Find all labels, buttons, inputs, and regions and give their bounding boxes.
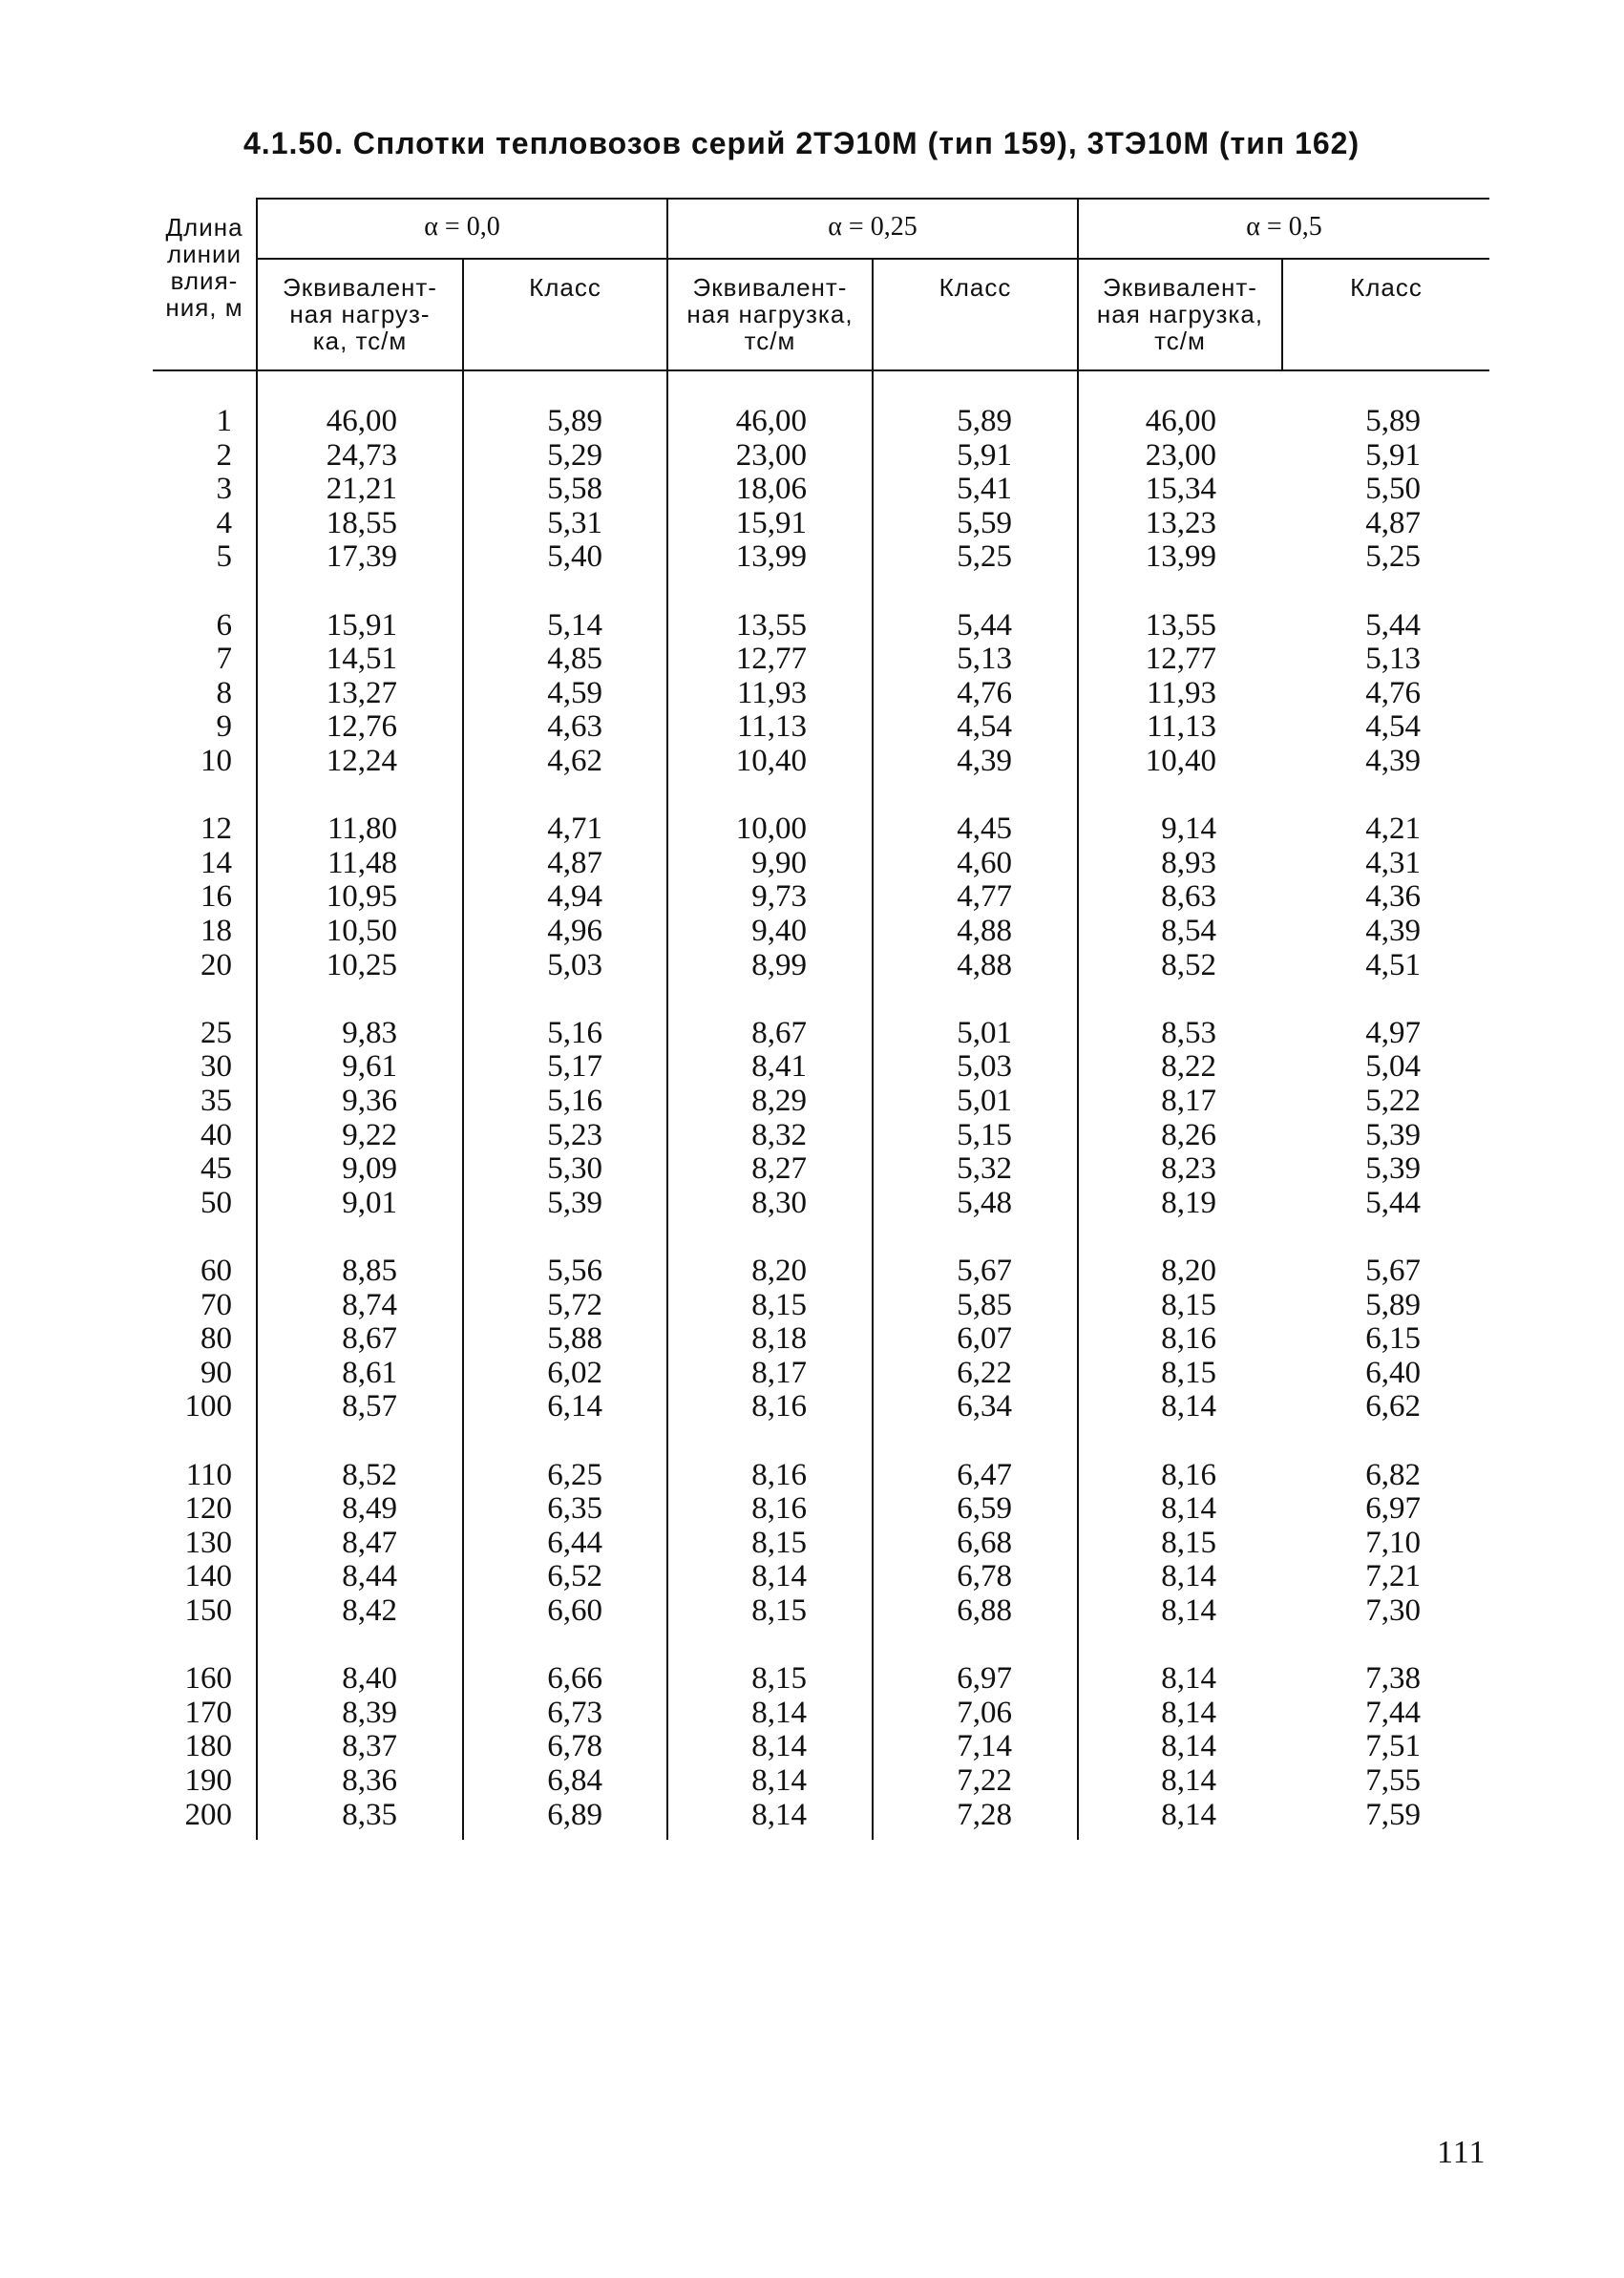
load-cell: 8,74 <box>342 1287 397 1322</box>
length-cell: 200 <box>184 1797 232 1832</box>
load-cell: 8,39 <box>342 1695 397 1730</box>
class-cell: 5,29 <box>547 437 602 473</box>
length-cell: 16 <box>200 879 232 915</box>
load-cell: 8,42 <box>342 1593 397 1628</box>
load-cell: 9,40 <box>751 914 807 948</box>
load-cell: 8,14 <box>1161 1695 1216 1730</box>
load-cell: 8,16 <box>751 1491 807 1527</box>
length-cell: 14 <box>200 845 232 880</box>
load-cell: 8,14 <box>1161 1763 1216 1798</box>
class-cell: 6,07 <box>957 1321 1012 1357</box>
class-cell: 4,31 <box>1365 845 1421 880</box>
load-cell: 8,14 <box>1161 1593 1216 1628</box>
load-cell: 11,13 <box>736 709 807 745</box>
group-header-rule <box>258 258 1489 260</box>
load-cell: 8,63 <box>1161 879 1216 915</box>
class-cell: 6,73 <box>547 1695 602 1730</box>
load-cell: 8,30 <box>751 1185 807 1220</box>
class-subheader: Класс <box>529 273 601 302</box>
load-cell: 8,67 <box>342 1321 397 1357</box>
load-cell: 8,14 <box>1161 1797 1216 1832</box>
load-cell: 8,15 <box>751 1661 807 1697</box>
class-cell: 5,03 <box>547 947 602 982</box>
class-cell: 6,02 <box>547 1355 602 1390</box>
load-cell: 8,35 <box>342 1797 397 1832</box>
length-cell: 50 <box>200 1185 232 1220</box>
class-cell: 4,71 <box>547 812 602 847</box>
load-subheader: Эквивалент- ная нагрузка, тс/м <box>686 273 854 355</box>
length-cell: 20 <box>200 947 232 982</box>
load-cell: 8,14 <box>751 1797 807 1832</box>
load-cell: 9,01 <box>342 1185 397 1220</box>
length-cell: 80 <box>200 1321 232 1357</box>
load-cell: 9,61 <box>342 1049 397 1085</box>
class-cell: 4,97 <box>1365 1015 1421 1050</box>
class-cell: 4,60 <box>957 845 1012 880</box>
class-cell: 6,82 <box>1365 1457 1421 1492</box>
load-cell: 23,00 <box>735 437 807 473</box>
load-cell: 46,00 <box>735 404 807 438</box>
load-cell: 8,29 <box>751 1084 807 1118</box>
class-cell: 5,89 <box>1365 404 1421 438</box>
class-cell: 5,89 <box>957 404 1012 438</box>
length-cell: 120 <box>184 1491 232 1527</box>
alpha-group-header: α = 0,25 <box>828 212 917 242</box>
column-divider <box>666 371 668 1840</box>
class-cell: 6,68 <box>957 1525 1012 1560</box>
column-divider <box>256 371 258 1840</box>
load-cell: 12,24 <box>326 744 397 778</box>
load-cell: 8,14 <box>751 1559 807 1594</box>
class-cell: 5,48 <box>957 1185 1012 1220</box>
load-cell: 9,09 <box>342 1151 397 1187</box>
length-cell: 140 <box>184 1559 232 1594</box>
load-cell: 8,14 <box>751 1695 807 1730</box>
load-cell: 11,13 <box>1146 709 1216 745</box>
class-cell: 7,59 <box>1365 1797 1421 1832</box>
length-cell: 8 <box>216 675 232 710</box>
class-cell: 4,85 <box>547 642 602 677</box>
load-cell: 10,40 <box>1145 744 1216 778</box>
load-cell: 46,00 <box>326 404 397 438</box>
class-cell: 4,94 <box>547 879 602 915</box>
length-cell: 60 <box>200 1254 232 1288</box>
length-cell: 180 <box>184 1729 232 1764</box>
load-cell: 8,14 <box>751 1763 807 1798</box>
load-cell: 17,39 <box>326 539 397 575</box>
class-subheader: Класс <box>1350 273 1423 302</box>
class-cell: 5,67 <box>957 1254 1012 1288</box>
class-cell: 4,87 <box>1365 505 1421 540</box>
class-cell: 6,52 <box>547 1559 602 1594</box>
length-cell: 130 <box>184 1525 232 1560</box>
length-cell: 18 <box>200 914 232 948</box>
class-cell: 5,22 <box>1365 1084 1421 1118</box>
class-cell: 5,56 <box>547 1254 602 1288</box>
length-cell: 3 <box>216 472 232 507</box>
class-cell: 4,63 <box>547 709 602 745</box>
load-cell: 8,16 <box>1161 1321 1216 1357</box>
load-cell: 13,99 <box>735 539 807 575</box>
class-cell: 4,88 <box>957 914 1012 948</box>
load-cell: 8,20 <box>751 1254 807 1288</box>
load-cell: 8,15 <box>1161 1287 1216 1322</box>
load-cell: 18,06 <box>735 472 807 507</box>
load-cell: 13,99 <box>1145 539 1216 575</box>
class-cell: 5,85 <box>957 1287 1012 1322</box>
class-cell: 4,54 <box>957 709 1012 745</box>
length-cell: 30 <box>200 1049 232 1085</box>
load-cell: 8,16 <box>751 1457 807 1492</box>
class-cell: 5,39 <box>1365 1151 1421 1187</box>
load-cell: 11,93 <box>1146 675 1216 710</box>
class-cell: 5,41 <box>957 472 1012 507</box>
load-cell: 9,83 <box>342 1015 397 1050</box>
load-cell: 8,14 <box>751 1729 807 1764</box>
class-cell: 7,22 <box>957 1763 1012 1798</box>
class-cell: 5,67 <box>1365 1254 1421 1288</box>
class-cell: 4,88 <box>957 947 1012 982</box>
length-cell: 45 <box>200 1151 232 1187</box>
load-cell: 9,73 <box>751 879 807 915</box>
length-cell: 90 <box>200 1355 232 1390</box>
class-cell: 6,47 <box>957 1457 1012 1492</box>
class-cell: 6,35 <box>547 1491 602 1527</box>
length-cell: 40 <box>200 1117 232 1152</box>
load-subheader: Эквивалент- ная нагруз- ка, тс/м <box>283 273 437 355</box>
class-cell: 7,14 <box>957 1729 1012 1764</box>
class-cell: 4,39 <box>957 744 1012 778</box>
load-cell: 8,44 <box>342 1559 397 1594</box>
length-cell: 12 <box>200 812 232 847</box>
load-cell: 8,37 <box>342 1729 397 1764</box>
class-cell: 5,44 <box>1365 607 1421 643</box>
load-cell: 11,80 <box>327 812 397 847</box>
class-cell: 5,39 <box>1365 1117 1421 1152</box>
load-cell: 8,93 <box>1161 845 1216 880</box>
alpha-group-header: α = 0,5 <box>1246 212 1322 242</box>
class-cell: 7,38 <box>1365 1661 1421 1697</box>
load-cell: 13,27 <box>326 675 397 710</box>
load-cell: 8,36 <box>342 1763 397 1798</box>
class-cell: 5,25 <box>957 539 1012 575</box>
class-cell: 5,91 <box>1365 437 1421 473</box>
load-cell: 8,16 <box>751 1389 807 1424</box>
load-cell: 8,52 <box>342 1457 397 1492</box>
class-cell: 6,60 <box>547 1593 602 1628</box>
class-cell: 6,97 <box>957 1661 1012 1697</box>
class-cell: 5,88 <box>547 1321 602 1357</box>
load-cell: 18,55 <box>326 505 397 540</box>
class-cell: 6,44 <box>547 1525 602 1560</box>
class-cell: 6,34 <box>957 1389 1012 1424</box>
class-cell: 5,01 <box>957 1084 1012 1118</box>
load-cell: 15,34 <box>1145 472 1216 507</box>
class-cell: 5,40 <box>547 539 602 575</box>
length-cell: 170 <box>184 1695 232 1730</box>
alpha-group-header: α = 0,0 <box>424 212 500 242</box>
class-cell: 4,76 <box>1365 675 1421 710</box>
load-cell: 8,16 <box>1161 1457 1216 1492</box>
load-cell: 8,32 <box>751 1117 807 1152</box>
length-cell: 25 <box>200 1015 232 1050</box>
load-cell: 8,15 <box>751 1287 807 1322</box>
class-cell: 6,22 <box>957 1355 1012 1390</box>
length-header: Длина линии влия- ния, м <box>165 213 243 322</box>
class-cell: 5,17 <box>547 1049 602 1085</box>
load-cell: 8,67 <box>751 1015 807 1050</box>
class-cell: 6,78 <box>957 1559 1012 1594</box>
load-cell: 8,27 <box>751 1151 807 1187</box>
load-cell: 12,77 <box>1145 642 1216 677</box>
class-cell: 4,39 <box>1365 744 1421 778</box>
class-cell: 4,87 <box>547 845 602 880</box>
class-cell: 5,13 <box>1365 642 1421 677</box>
length-cell: 160 <box>184 1661 232 1697</box>
table-top-rule <box>258 198 1489 200</box>
load-cell: 11,48 <box>327 845 397 880</box>
load-cell: 8,17 <box>1161 1084 1216 1118</box>
class-cell: 6,25 <box>547 1457 602 1492</box>
load-cell: 8,47 <box>342 1525 397 1560</box>
length-cell: 100 <box>184 1389 232 1424</box>
class-cell: 5,31 <box>547 505 602 540</box>
class-cell: 5,15 <box>957 1117 1012 1152</box>
length-cell: 70 <box>200 1287 232 1322</box>
class-cell: 5,91 <box>957 437 1012 473</box>
load-cell: 8,17 <box>751 1355 807 1390</box>
length-cell: 35 <box>200 1084 232 1118</box>
load-cell: 23,00 <box>1145 437 1216 473</box>
load-cell: 8,14 <box>1161 1559 1216 1594</box>
header-bottom-rule <box>153 369 1489 371</box>
load-cell: 9,90 <box>751 845 807 880</box>
column-divider <box>872 371 874 1840</box>
class-cell: 4,54 <box>1365 709 1421 745</box>
class-cell: 7,44 <box>1365 1695 1421 1730</box>
load-cell: 8,85 <box>342 1254 397 1288</box>
column-divider <box>462 371 464 1840</box>
load-cell: 8,22 <box>1161 1049 1216 1085</box>
length-cell: 110 <box>185 1457 232 1492</box>
class-cell: 7,10 <box>1365 1525 1421 1560</box>
class-cell: 5,59 <box>957 505 1012 540</box>
load-cell: 15,91 <box>326 607 397 643</box>
length-cell: 190 <box>184 1763 232 1798</box>
load-cell: 8,40 <box>342 1661 397 1697</box>
load-cell: 13,23 <box>1145 505 1216 540</box>
length-cell: 9 <box>216 709 232 745</box>
load-cell: 8,15 <box>1161 1525 1216 1560</box>
class-cell: 7,06 <box>957 1695 1012 1730</box>
class-cell: 4,36 <box>1365 879 1421 915</box>
class-cell: 5,39 <box>547 1185 602 1220</box>
load-cell: 8,26 <box>1161 1117 1216 1152</box>
class-cell: 6,97 <box>1365 1491 1421 1527</box>
length-cell: 4 <box>216 505 232 540</box>
length-cell: 2 <box>216 437 232 473</box>
load-cell: 13,55 <box>1145 607 1216 643</box>
load-cell: 8,15 <box>751 1525 807 1560</box>
class-cell: 5,44 <box>1365 1185 1421 1220</box>
load-cell: 8,49 <box>342 1491 397 1527</box>
load-cell: 8,14 <box>1161 1661 1216 1697</box>
class-cell: 5,89 <box>547 404 602 438</box>
class-cell: 4,45 <box>957 812 1012 847</box>
class-cell: 5,25 <box>1365 539 1421 575</box>
class-cell: 5,44 <box>957 607 1012 643</box>
load-cell: 9,14 <box>1161 812 1216 847</box>
class-subheader: Класс <box>939 273 1012 302</box>
class-cell: 7,51 <box>1365 1729 1421 1764</box>
class-cell: 6,15 <box>1365 1321 1421 1357</box>
length-cell: 5 <box>216 539 232 575</box>
class-cell: 6,78 <box>547 1729 602 1764</box>
class-cell: 7,30 <box>1365 1593 1421 1628</box>
load-cell: 10,00 <box>735 812 807 847</box>
load-cell: 8,14 <box>1161 1491 1216 1527</box>
class-cell: 5,04 <box>1365 1049 1421 1085</box>
load-cell: 10,40 <box>735 744 807 778</box>
load-cell: 13,55 <box>735 607 807 643</box>
class-cell: 5,23 <box>547 1117 602 1152</box>
page-title: 4.1.50. Сплотки тепловозов серий 2ТЭ10М (тип 159), 3ТЭ10М (тип 162) <box>243 126 1360 160</box>
class-cell: 6,62 <box>1365 1389 1421 1424</box>
load-cell: 10,95 <box>326 879 397 915</box>
load-cell: 8,19 <box>1161 1185 1216 1220</box>
load-cell: 8,18 <box>751 1321 807 1357</box>
class-cell: 5,16 <box>547 1015 602 1050</box>
length-cell: 6 <box>216 607 232 643</box>
class-cell: 6,66 <box>547 1661 602 1697</box>
class-cell: 6,84 <box>547 1763 602 1798</box>
class-cell: 5,58 <box>547 472 602 507</box>
class-cell: 5,01 <box>957 1015 1012 1050</box>
length-cell: 7 <box>216 642 232 677</box>
load-cell: 24,73 <box>326 437 397 473</box>
class-cell: 6,59 <box>957 1491 1012 1527</box>
class-cell: 6,40 <box>1365 1355 1421 1390</box>
load-cell: 12,76 <box>326 709 397 745</box>
length-cell: 150 <box>184 1593 232 1628</box>
load-cell: 8,61 <box>342 1355 397 1390</box>
load-cell: 8,99 <box>751 947 807 982</box>
page-number: 111 <box>1437 2135 1487 2170</box>
class-cell: 6,89 <box>547 1797 602 1832</box>
length-cell: 1 <box>216 404 232 438</box>
load-cell: 14,51 <box>326 642 397 677</box>
class-cell: 5,72 <box>547 1287 602 1322</box>
class-cell: 4,77 <box>957 879 1012 915</box>
class-cell: 7,21 <box>1365 1559 1421 1594</box>
load-cell: 9,36 <box>342 1084 397 1118</box>
class-cell: 4,51 <box>1365 947 1421 982</box>
load-cell: 8,41 <box>751 1049 807 1085</box>
load-cell: 8,20 <box>1161 1254 1216 1288</box>
load-cell: 10,25 <box>326 947 397 982</box>
load-cell: 8,15 <box>751 1593 807 1628</box>
load-cell: 21,21 <box>326 472 397 507</box>
load-cell: 8,23 <box>1161 1151 1216 1187</box>
class-cell: 7,28 <box>957 1797 1012 1832</box>
class-cell: 6,14 <box>547 1389 602 1424</box>
load-cell: 8,14 <box>1161 1389 1216 1424</box>
class-cell: 7,55 <box>1365 1763 1421 1798</box>
load-cell: 9,22 <box>342 1117 397 1152</box>
class-cell: 5,32 <box>957 1151 1012 1187</box>
class-cell: 5,03 <box>957 1049 1012 1085</box>
load-cell: 11,93 <box>736 675 807 710</box>
class-cell: 5,13 <box>957 642 1012 677</box>
class-cell: 4,39 <box>1365 914 1421 948</box>
load-cell: 15,91 <box>735 505 807 540</box>
load-subheader: Эквивалент- ная нагрузка, тс/м <box>1096 273 1264 355</box>
length-cell: 10 <box>200 744 232 778</box>
class-cell: 4,21 <box>1365 812 1421 847</box>
class-cell: 4,96 <box>547 914 602 948</box>
class-cell: 4,59 <box>547 675 602 710</box>
class-cell: 6,88 <box>957 1593 1012 1628</box>
load-cell: 46,00 <box>1145 404 1216 438</box>
load-cell: 10,50 <box>326 914 397 948</box>
class-cell: 4,76 <box>957 675 1012 710</box>
class-cell: 5,14 <box>547 607 602 643</box>
load-cell: 8,52 <box>1161 947 1216 982</box>
class-cell: 5,89 <box>1365 1287 1421 1322</box>
class-cell: 4,62 <box>547 744 602 778</box>
column-divider <box>1077 371 1079 1840</box>
load-cell: 8,14 <box>1161 1729 1216 1764</box>
load-cell: 12,77 <box>735 642 807 677</box>
class-cell: 5,16 <box>547 1084 602 1118</box>
class-cell: 5,30 <box>547 1151 602 1187</box>
load-cell: 8,15 <box>1161 1355 1216 1390</box>
load-cell: 8,54 <box>1161 914 1216 948</box>
class-cell: 5,50 <box>1365 472 1421 507</box>
load-cell: 8,53 <box>1161 1015 1216 1050</box>
load-cell: 8,57 <box>342 1389 397 1424</box>
